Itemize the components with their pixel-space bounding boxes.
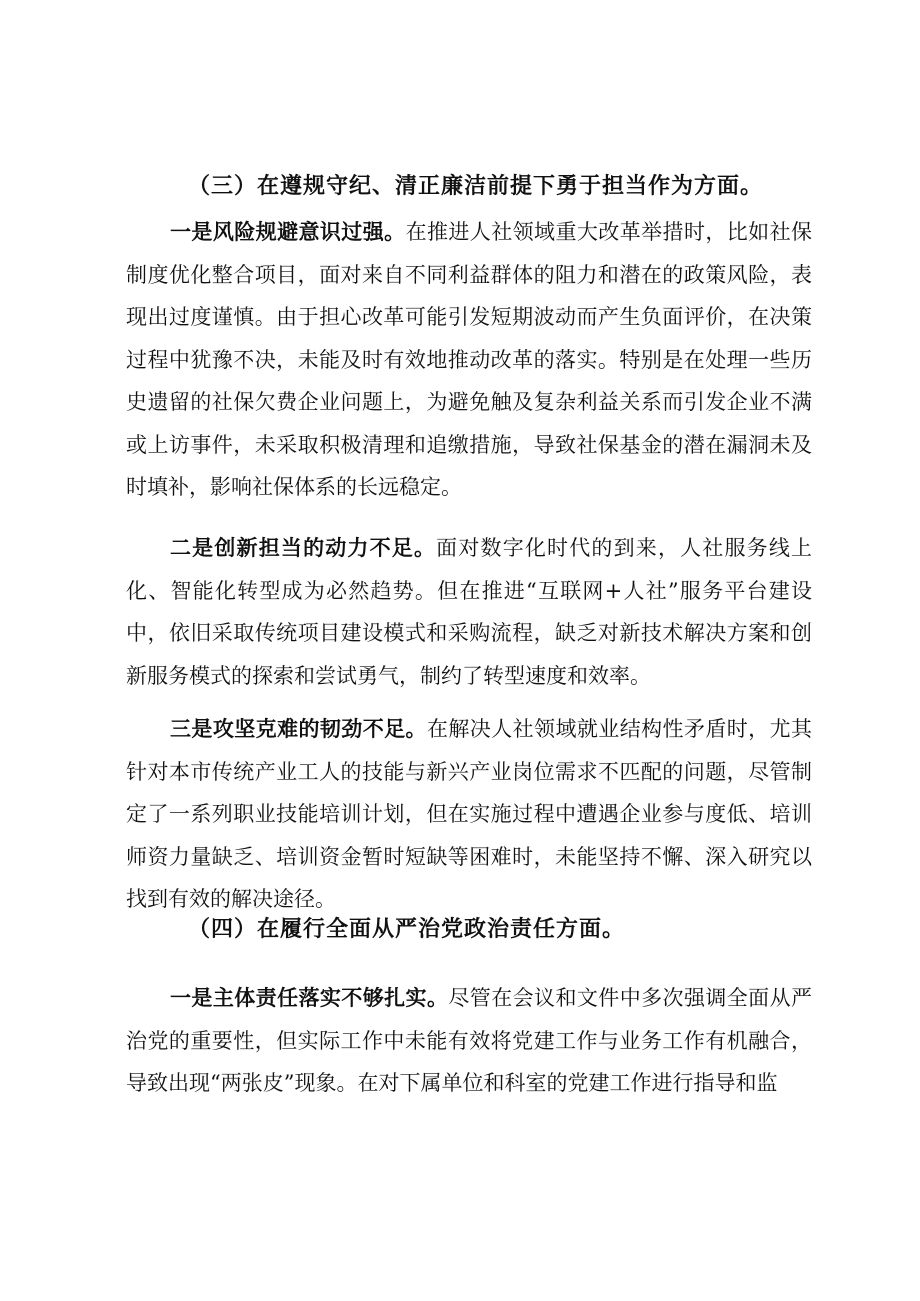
paragraph-main-responsibility xyxy=(126,977,812,1105)
paragraph-risk-aversion xyxy=(126,211,812,509)
section-heading-3: （三）在遵规守纪、清正廉洁前提下勇于担当作为方面。 xyxy=(188,173,764,199)
paragraph-lead: 一是风险规避意识过强。 xyxy=(170,219,406,244)
paragraph-body: 面对数字化时代的到来，人社服务线上化、智能化转型成为必然趋势。但在推进“互联网+人社”服务平台建设中，依旧采取传统项目建设模式和采购流程，缺乏对新技术解决方案和创新服务模式的探索和尝试勇气，制约了转型速度和效率。 xyxy=(126,536,813,688)
paragraph-lead: 一是主体责任落实不够扎实。 xyxy=(170,985,449,1010)
paragraph-innovation xyxy=(126,527,812,697)
paragraph-lead: 三是攻坚克难的韧劲不足。 xyxy=(170,716,427,741)
paragraph-body: 尽管在会议和文件中多次强调全面从严治党的重要性，但实际工作中未能有效将党建工作与业务工作有机融合，导致出现“两张皮”现象。在对下属单位和科室的党建工作进行指导和监 xyxy=(126,986,813,1095)
section-heading-4: （四）在履行全面从严治党政治责任方面。 xyxy=(188,916,626,942)
paragraph-body: 在推进人社领域重大改革举措时，比如社保制度优化整合项目，面对来自不同利益群体的阻力和潜在的政策风险，表现出过度谨慎。由于担心改革可能引发短期波动而产生负面评价，在决策过程中犹豫不决，未能及时有效地推动改革的落实。特别是在处理一些历史遗留的社保欠费企业问题上，为避免触及复杂利益关系而引发企业不满或上访事件，未采取积极清理和追缴措施，导致社保基金的潜在漏洞未及时填补，影响社保体系的长远稳定。 xyxy=(126,220,813,499)
paragraph-perseverance xyxy=(126,708,812,921)
paragraph-body: 在解决人社领域就业结构性矛盾时，尤其针对本市传统产业工人的技能与新兴产业岗位需求不匹配的问题，尽管制定了一系列职业技能培训计划，但在实施过程中遭遇企业参与度低、培训师资力量缺乏、培训资金暂时短缺等困难时，未能坚持不懈、深入研究以找到有效的解决途径。 xyxy=(126,717,813,911)
paragraph-lead: 二是创新担当的动力不足。 xyxy=(170,535,437,560)
